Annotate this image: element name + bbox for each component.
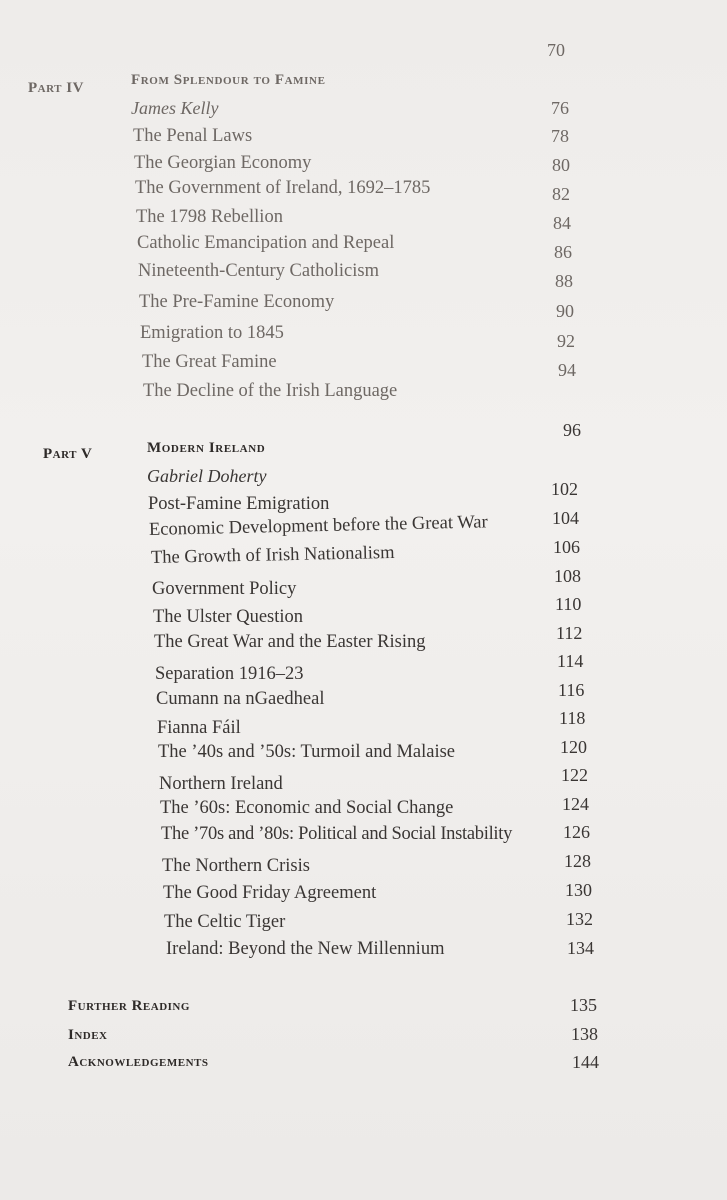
acknowledgements-page: 144	[572, 1052, 599, 1072]
toc-entry-page: 128	[564, 851, 591, 871]
further-reading-label: Further Reading	[68, 998, 190, 1014]
toc-entry-title: Separation 1916–23	[155, 664, 304, 684]
part4-author-page: 76	[551, 98, 569, 118]
toc-entry-page: 90	[556, 301, 574, 321]
toc-entry-page: 132	[566, 909, 593, 929]
part4-author: James Kelly	[131, 98, 219, 118]
toc-entry-title: Fianna Fáil	[157, 718, 241, 738]
toc-entry-title: Government Policy	[152, 579, 297, 599]
toc-entry-title: Ireland: Beyond the New Millennium	[166, 939, 445, 959]
further-reading-page: 135	[570, 995, 597, 1015]
toc-entry-title: The Pre-Famine Economy	[139, 292, 335, 312]
toc-entry-page: 124	[562, 794, 589, 814]
acknowledgements-label: Acknowledgements	[68, 1054, 209, 1070]
toc-entry-page: 88	[555, 271, 573, 291]
toc-entry-page: 84	[553, 213, 571, 233]
part5-author: Gabriel Doherty	[147, 466, 267, 486]
toc-entry-title: The Ulster Question	[153, 607, 304, 627]
toc-entry-page: 78	[551, 126, 569, 146]
toc-entry-page: 102	[551, 479, 578, 499]
toc-entry-title: The ’40s and ’50s: Turmoil and Malaise	[158, 742, 456, 762]
toc-entry-page: 86	[554, 242, 572, 262]
part5-title-page: 96	[563, 420, 581, 440]
toc-entry-page: 104	[552, 508, 579, 528]
toc-entry-title: Northern Ireland	[159, 774, 283, 794]
toc-entry-title: Cumann na nGaedheal	[156, 689, 325, 709]
toc-entry-page: 94	[558, 360, 576, 380]
toc-entry-title: The ’60s: Economic and Social Change	[160, 798, 454, 818]
toc-entry-title: Economic Development before the Great War	[148, 512, 488, 540]
toc-entry-title: The Growth of Irish Nationalism	[150, 542, 395, 568]
part5-title: Modern Ireland	[147, 440, 266, 456]
toc-entry-page: 130	[565, 880, 592, 900]
toc-entry-page: 106	[553, 537, 580, 557]
toc-entry-page: 126	[563, 822, 590, 842]
toc-entry-title: Catholic Emancipation and Repeal	[137, 233, 395, 253]
toc-entry-title: The 1798 Rebellion	[136, 207, 283, 227]
toc-entry-page: 110	[555, 594, 582, 614]
toc-entry-page: 134	[567, 938, 594, 958]
toc-entry-page: 112	[556, 623, 583, 643]
toc-entry-title: The ’70s and ’80s: Political and Social Instability	[161, 824, 513, 844]
toc-entry-page: 114	[557, 651, 584, 671]
toc-entry-title: The Northern Crisis	[162, 856, 310, 876]
toc-entry-page: 80	[552, 155, 570, 175]
toc-entry-page: 120	[560, 737, 587, 757]
toc-entry-title: The Celtic Tiger	[164, 912, 286, 932]
toc-entry-title: Nineteenth-Century Catholicism	[138, 261, 379, 281]
toc-entry-title: The Penal Laws	[133, 126, 253, 146]
toc-entry-title: The Great War and the Easter Rising	[154, 632, 426, 652]
part4-title: From Splendour to Famine	[131, 72, 326, 88]
part4-label: Part IV	[28, 80, 84, 96]
orphan-page-number: 70	[547, 40, 565, 60]
toc-entry-page: 82	[552, 184, 570, 204]
toc-entry-title: The Good Friday Agreement	[163, 883, 377, 903]
toc-entry-title: The Great Famine	[142, 352, 277, 372]
toc-entry-page: 122	[561, 765, 588, 785]
toc-entry-title: The Government of Ireland, 1692–1785	[135, 178, 431, 198]
toc-entry-title: The Georgian Economy	[134, 153, 312, 173]
toc-entry-page: 118	[559, 708, 586, 728]
part5-label: Part V	[43, 446, 93, 462]
toc-entry-title: Emigration to 1845	[140, 323, 284, 343]
toc-entry-title: Post-Famine Emigration	[148, 494, 330, 514]
toc-entry-title: The Decline of the Irish Language	[143, 381, 398, 401]
toc-entry-page: 92	[557, 331, 575, 351]
toc-entry-page: 108	[554, 566, 581, 586]
index-page: 138	[571, 1024, 598, 1044]
index-label: Index	[68, 1027, 108, 1043]
toc-entry-page: 116	[558, 680, 585, 700]
